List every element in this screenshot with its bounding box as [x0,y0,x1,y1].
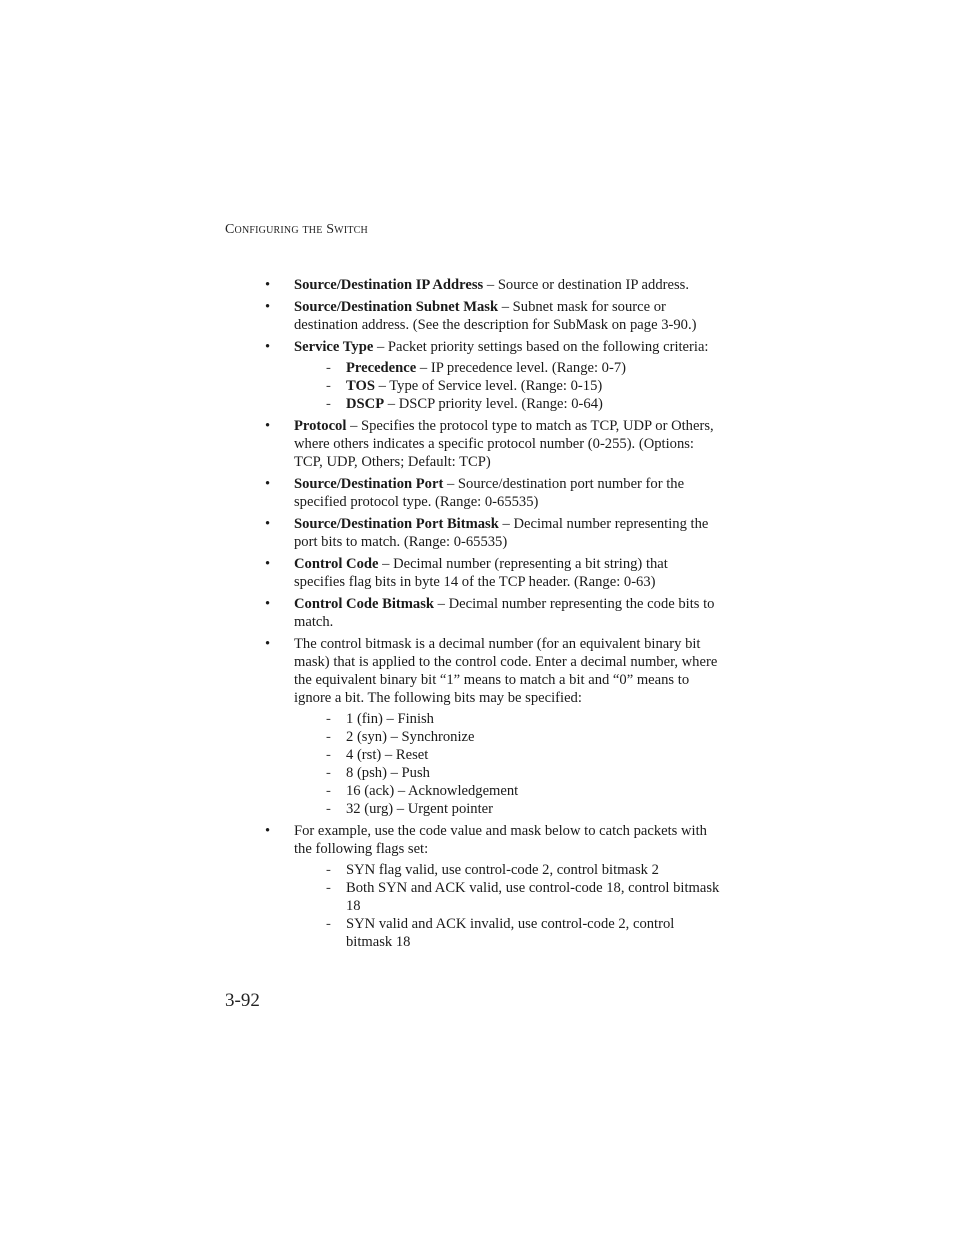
item-description: – Subnet mask for source or destination address. (See the description for SubMask on page 3-90.) [294,299,697,333]
dash-icon: - [326,880,331,896]
item-term: Source/Destination Subnet Mask [294,299,499,315]
bullet-icon: • [265,596,271,612]
item-term: Control Code Bitmask [294,596,435,612]
bullet-icon: • [265,636,271,652]
sub-item-description: Both SYN and ACK valid, use control-code 18, control bitmask 18 [346,880,720,914]
dash-icon: - [326,711,331,727]
sub-list-item [294,728,722,746]
list-item [262,276,722,294]
item-term: Source/Destination Port [294,476,444,492]
bullet-icon: • [265,299,271,315]
sub-list-item [294,800,722,818]
dash-icon: - [326,765,331,781]
sub-list-item [294,395,722,413]
item-term: Source/Destination IP Address [294,277,484,293]
item-term: Protocol [294,418,347,434]
dash-icon: - [326,916,331,932]
dash-icon: - [326,378,331,394]
sub-item-description: – IP precedence level. (Range: 0-7) [416,360,626,376]
dash-icon: - [326,783,331,799]
dash-icon: - [326,360,331,376]
list-item [262,417,722,471]
sub-item-description: 2 (syn) – Synchronize [346,729,475,745]
sub-item-description: – DSCP priority level. (Range: 0-64) [384,396,603,412]
sub-item-description: 32 (urg) – Urgent pointer [346,801,493,817]
sub-item-description: SYN valid and ACK invalid, use control-code 2, control bitmask 18 [346,916,675,950]
list-item [262,338,722,413]
item-term: Control Code [294,556,379,572]
item-description: For example, use the code value and mask below to catch packets with the following flags set: [294,823,707,857]
sub-list-item [294,377,722,395]
sub-list [294,710,722,818]
item-term: Source/Destination Port Bitmask [294,516,499,532]
item-text [294,515,722,551]
sub-item-term: TOS [346,378,375,394]
item-description: The control bitmask is a decimal number (for an equivalent binary bit mask) that is applied to the control code. Enter a decimal number, where the equivalent binary bit “1” means to match a bit and “0” means to ignore a bit. The following bits may be specified: [294,636,718,706]
sub-list-item [294,710,722,728]
sub-list-item [294,764,722,782]
dash-icon: - [326,396,331,412]
bullet-list [262,276,722,955]
list-item [262,475,722,511]
item-text [294,475,722,511]
item-text [294,298,722,334]
item-description: – Source or destination IP address. [483,277,689,293]
bullet-icon: • [265,339,271,355]
sub-list-item [294,359,722,377]
list-item [262,635,722,818]
sub-item-description: – Type of Service level. (Range: 0-15) [374,378,603,394]
dash-icon: - [326,729,331,745]
running-header: Configuring the Switch [225,222,368,237]
item-description: – Source/destination port number for the specified protocol type. (Range: 0-65535) [294,476,685,510]
list-item [262,555,722,591]
bullet-icon: • [265,277,271,293]
item-description: – Decimal number (representing a bit string) that specifies flag bits in byte 14 of the TCP header. (Range: 0-63) [294,556,668,590]
bullet-icon: • [265,516,271,532]
item-text [294,338,722,356]
item-description: – Specifies the protocol type to match as TCP, UDP or Others, where others indicates a specific protocol number (0-255). (Options: TCP, UDP, Others; Default: TCP) [294,418,714,470]
sub-item-description: 1 (fin) – Finish [346,711,434,727]
sub-item-description: 16 (ack) – Acknowledgement [346,783,519,799]
item-description: – Decimal number representing the port bits to match. (Range: 0-65535) [294,516,709,550]
dash-icon: - [326,862,331,878]
page-number: 3-92 [225,990,260,1011]
sub-item-term: Precedence [346,360,417,376]
item-text [294,276,722,294]
list-item [262,822,722,951]
item-text [294,417,722,471]
sub-list [294,359,722,413]
dash-icon: - [326,801,331,817]
list-item [262,515,722,551]
item-description: – Decimal number representing the code bits to match. [294,596,715,630]
item-text [294,635,722,707]
item-text [294,555,722,591]
dash-icon: - [326,747,331,763]
sub-list-item [294,861,722,879]
sub-list-item [294,782,722,800]
sub-list [294,861,722,951]
item-description: – Packet priority settings based on the following criteria: [373,339,709,355]
bullet-icon: • [265,823,271,839]
bullet-icon: • [265,476,271,492]
item-text [294,822,722,858]
sub-item-description: 4 (rst) – Reset [346,747,429,763]
sub-list-item [294,879,722,915]
item-text [294,595,722,631]
bullet-icon: • [265,556,271,572]
sub-item-description: SYN flag valid, use control-code 2, control bitmask 2 [346,862,659,878]
sub-item-term: DSCP [346,396,385,412]
bullet-icon: • [265,418,271,434]
list-item [262,298,722,334]
sub-item-description: 8 (psh) – Push [346,765,430,781]
list-item [262,595,722,631]
item-term: Service Type [294,339,374,355]
sub-list-item [294,915,722,951]
sub-list-item [294,746,722,764]
